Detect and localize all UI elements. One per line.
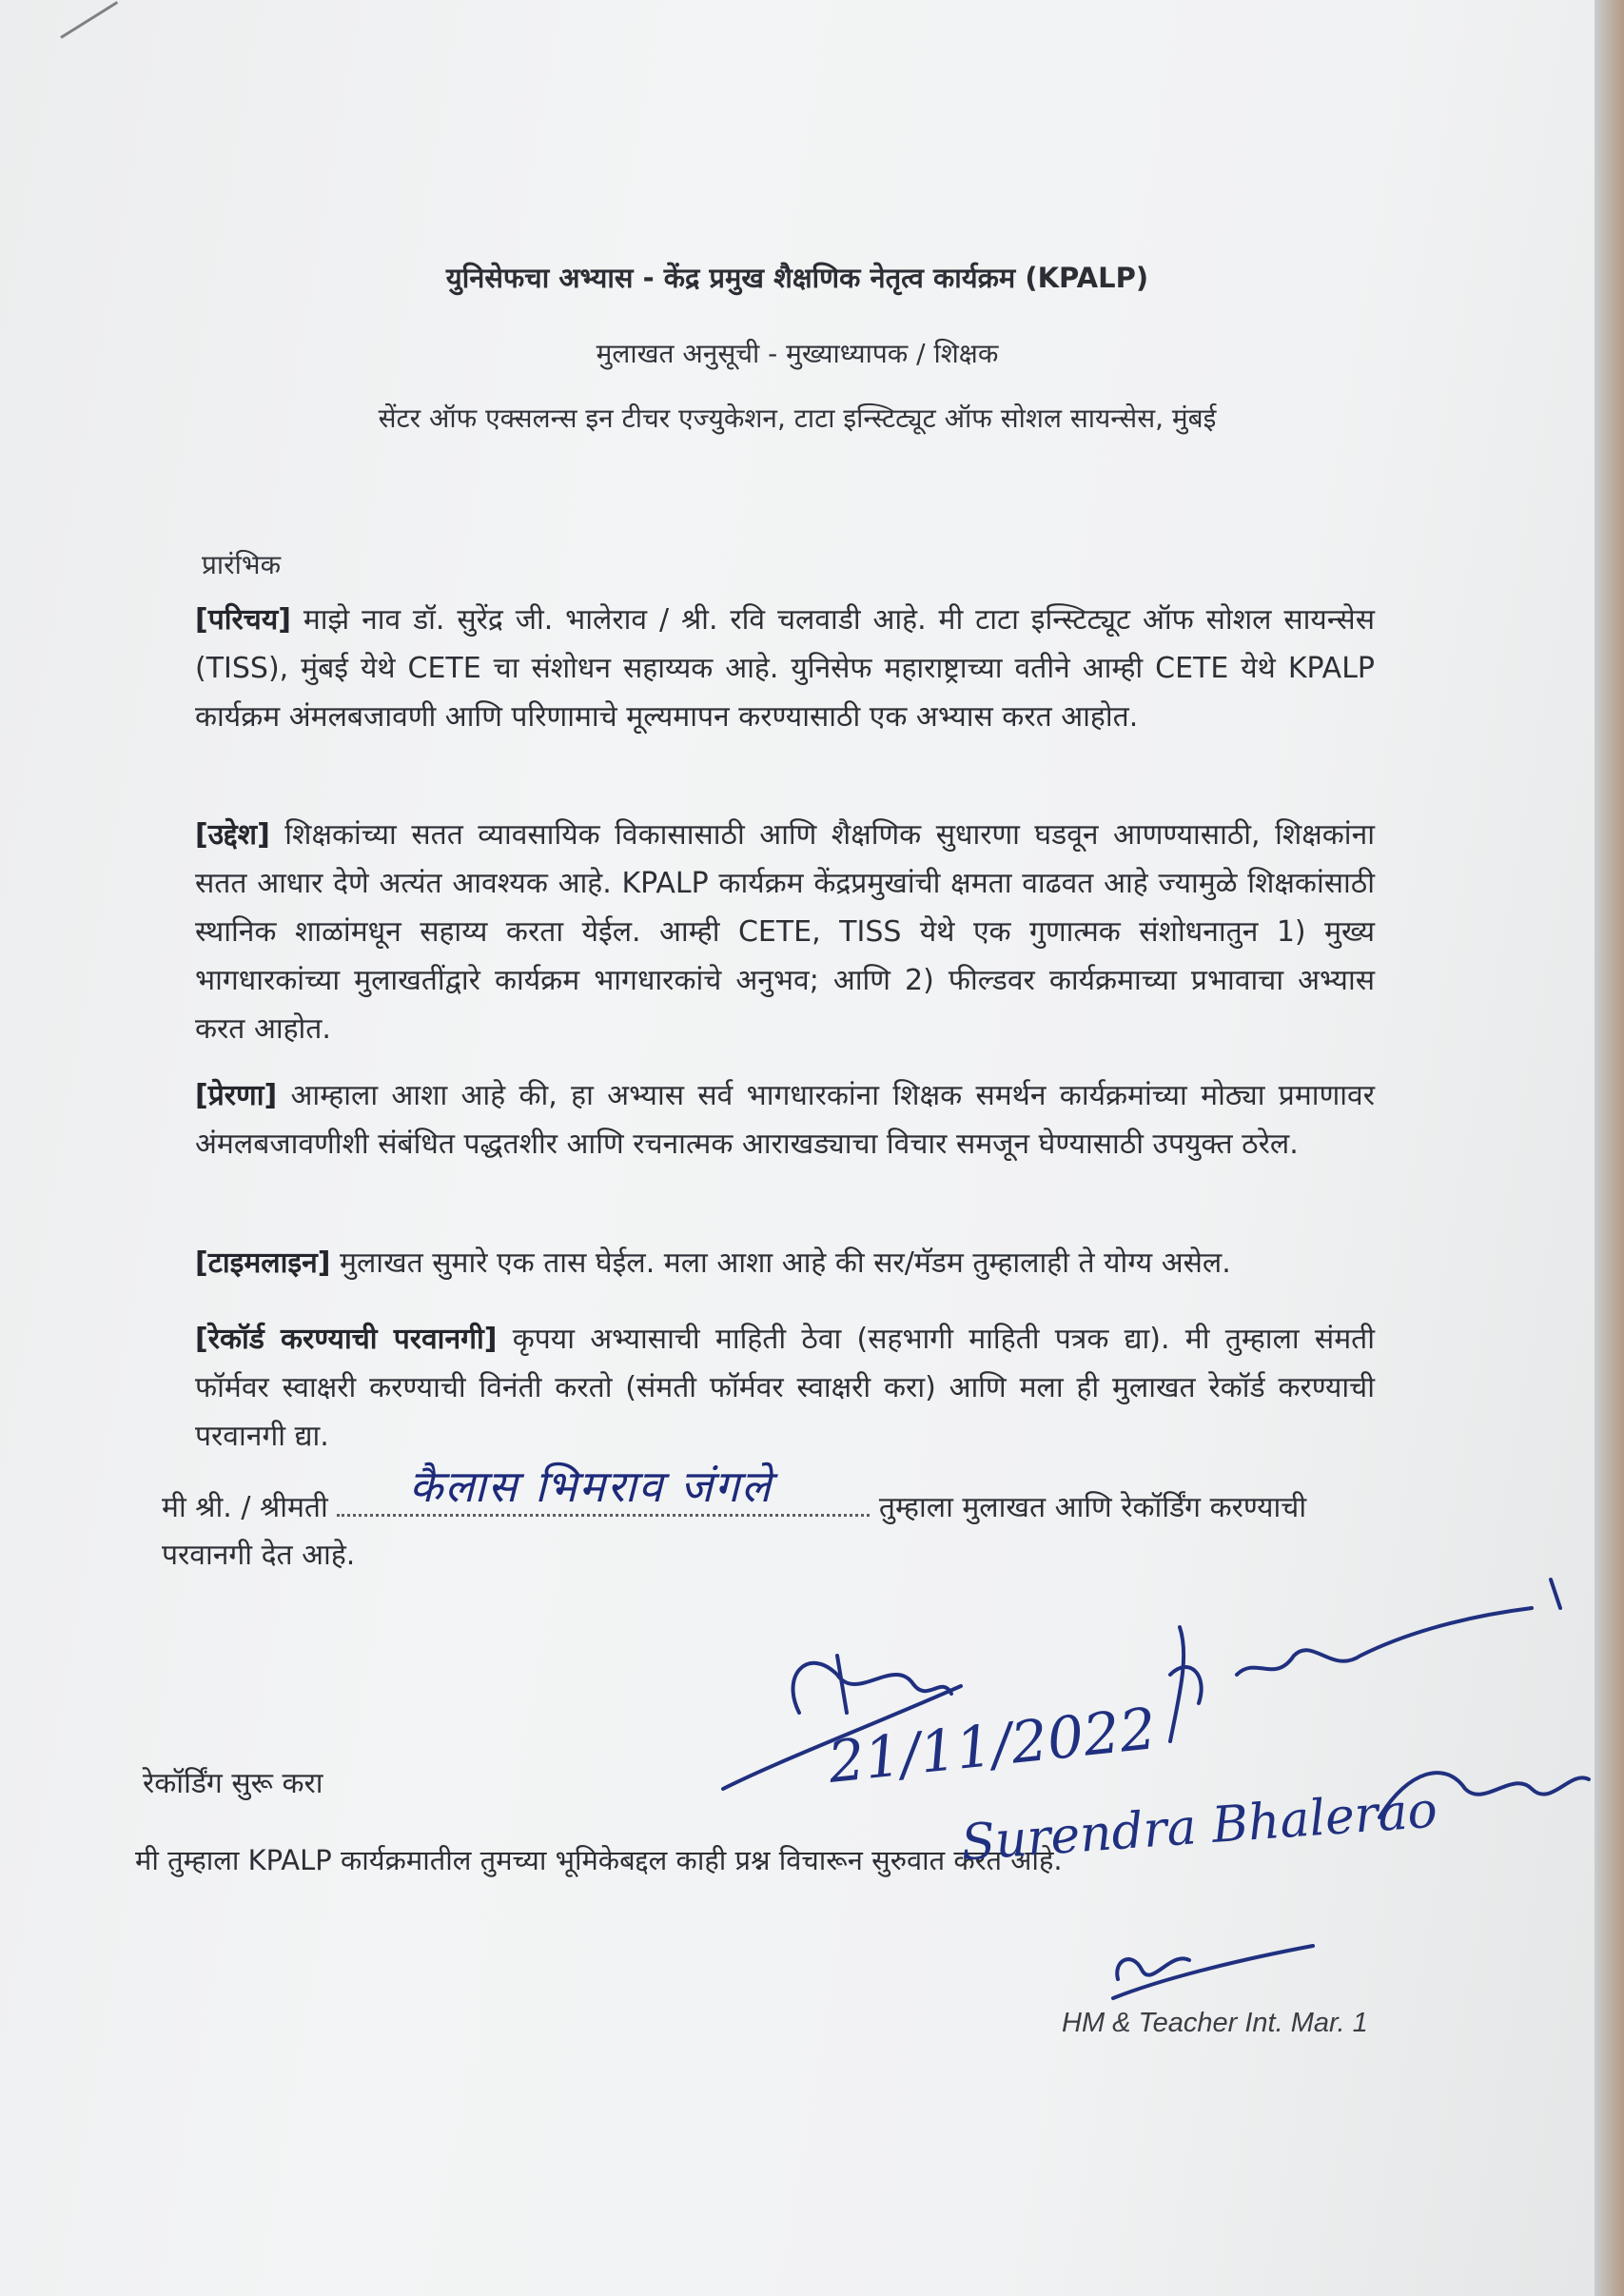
table-surface xyxy=(1595,0,1624,2296)
paragraph-text: माझे नाव डॉ. सुरेंद्र जी. भालेराव / श्री. रवि चलवाडी आहे. मी टाटा इन्स्टिट्यूट ऑफ सोशल सायन्सेस (TISS), मुंबई येथे CETE चा संशोधन सहाय्यक आहे. युनिसेफ महाराष्ट्राच्या वतीने आम्ही CETE येथे KPALP कार्यक्रम अंमलबजावणी आणि परिणामाचे मूल्यमापन करण्यासाठी एक अभ्यास करत आहोत. xyxy=(195,603,1375,734)
paragraph-text: मुलाखत सुमारे एक तास घेईल. मला आशा आहे की सर/मॅडम तुम्हालाही ते योग्य असेल. xyxy=(330,1246,1231,1280)
paragraph-heading: [परिचय] xyxy=(195,603,291,637)
handwritten-signature-name: Surendra Bhalerao xyxy=(959,1781,1439,1873)
paragraph-heading: [रेकॉर्ड करण्याची परवानगी] xyxy=(195,1323,498,1356)
paragraph-heading: [टाइमलाइन] xyxy=(195,1246,331,1280)
recording-text: मी तुम्हाला KPALP कार्यक्रमातील तुमच्या भूमिकेबद्दल काही प्रश्न विचारून सुरुवात करत आहे. xyxy=(135,1844,1063,1876)
institution-line: सेंटर ऑफ एक्सलन्स इन टीचर एज्युकेशन, टाटा इन्स्टिट्यूट ऑफ सोशल सायन्सेस, मुंबई xyxy=(378,402,1217,434)
consent-prefix: मी श्री. / श्रीमती xyxy=(162,1491,338,1524)
footer-code: HM & Teacher Int. Mar. 1 xyxy=(1062,2008,1368,2038)
signature-initials xyxy=(1379,1773,1589,1817)
document-title: युनिसेफचा अभ्यास - केंद्र प्रमुख शैक्षणिक नेतृत्व कार्यक्रम (KPALP) xyxy=(445,262,1149,294)
consent-suffix: तुम्हाला मुलाखत आणि रेकॉर्डिंग करण्याची परवानगी देत आहे. xyxy=(162,1491,1307,1572)
handwritten-date: 21/11/2022 xyxy=(825,1696,1160,1796)
signature-headmaster xyxy=(1170,1580,1560,1741)
paragraph-heading: [उद्देश] xyxy=(195,818,270,852)
signature-participant xyxy=(723,1656,961,1789)
document-subtitle: मुलाखत अनुसूची - मुख्याध्यापक / शिक्षक xyxy=(596,338,999,369)
section-label: प्रारंभिक xyxy=(202,549,282,580)
paragraph-text: कृपया अभ्यासाची माहिती ठेवा (सहभागी माहिती पत्रक द्या). मी तुम्हाला संमती फॉर्मवर स्वाक्षरी करण्याची विनंती करतो (संमती फॉर्मवर स्वाक्षरी करा) आणि मला ही मुलाखत रेकॉर्ड करण्याची परवानगी द्या. xyxy=(195,1323,1376,1453)
handwritten-participant-name: कैलास भिमराव जंगले xyxy=(409,1461,773,1512)
recording-heading: रेकॉर्डिंग सुरू करा xyxy=(143,1767,323,1800)
paragraph-text: आम्हाला आशा आहे की, हा अभ्यास सर्व भागधारकांना शिक्षक समर्थन कार्यक्रमांच्या मोठ्या प्रमाणावर अंमलबजावणीशी संबंधित पद्धतशीर आणि रचनात्मक आराखड्याचा विचार समजून घेण्यासाठी उपयुक्त ठरेल. xyxy=(195,1079,1375,1161)
paragraph-heading: [प्रेरणा] xyxy=(195,1079,278,1112)
signature-witness xyxy=(1113,1946,1313,1998)
paragraph-text: शिक्षकांच्या सतत व्यावसायिक विकासासाठी आणि शैक्षणिक सुधारणा घडवून आणण्यासाठी, शिक्षकांना सतत आधार देणे अत्यंत आवश्यक आहे. KPALP कार्यक्रम केंद्रप्रमुखांची क्षमता वाढवत आहे ज्यामुळे शिक्षकांसाठी स्थानिक शाळांमधून सहाय्य करता येईल. आम्ही CETE, TISS येथे एक गुणात्मक संशोधनातुन 1) मुख्य भागधारकांच्या मुलाखतींद्वारे कार्यक्रम भागधारकांचे अनुभव; आणि 2) फील्डवर कार्यक्रमाच्या प्रभावाचा अभ्यास करत आहोत. xyxy=(195,818,1375,1046)
